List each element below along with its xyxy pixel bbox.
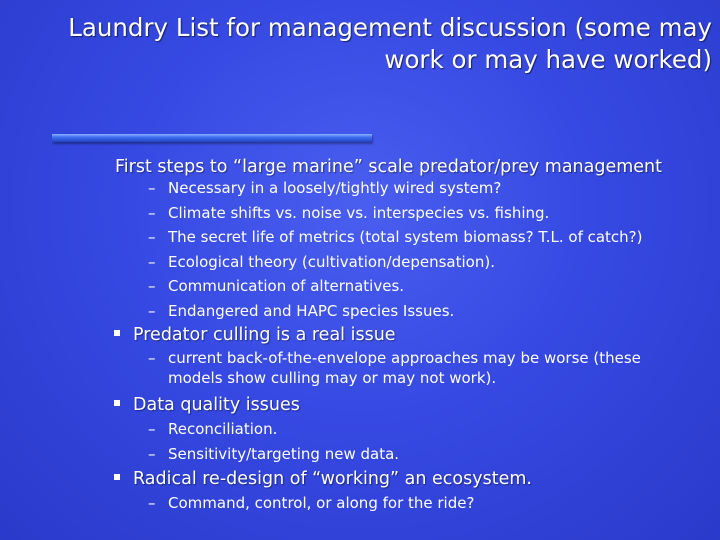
dash-marker: – <box>148 252 156 271</box>
section-heading: First steps to “large marine” scale predator/prey management <box>115 157 663 177</box>
dash-marker: – <box>148 277 156 295</box>
list-item: – Climate shifts vs. noise vs. interspecies vs. fishing. <box>148 201 643 226</box>
slide-title <box>52 12 712 76</box>
bullet-radical-redesign: Radical re-design of “working” an ecosystem. <box>114 467 532 491</box>
predator-culling-sublist <box>148 346 641 390</box>
list-item: – Necessary in a loosely/tightly wired system? <box>148 176 643 201</box>
list-item: – The secret life of metrics (total system biomass? T.L. of catch?) <box>148 225 643 250</box>
dash-marker: – <box>148 444 156 463</box>
dash-marker: – <box>148 494 156 512</box>
square-bullet-icon <box>114 400 120 406</box>
slide-title-line-1: Laundry List for management discussion (some may <box>68 13 712 42</box>
list-item: – Reconciliation. <box>148 417 399 442</box>
data-quality-sublist <box>148 417 399 466</box>
list-item: – Ecological theory (cultivation/depensation). <box>148 250 643 275</box>
list-item: – current back-of-the-envelope approaches may be worse (these <box>148 346 641 371</box>
square-bullet-icon <box>114 330 120 336</box>
heading-sublist <box>148 176 643 323</box>
list-item: – Communication of alternatives. <box>148 274 643 299</box>
list-item: – Endangered and HAPC species Issues. <box>148 299 643 324</box>
list-item: – Command, control, or along for the ride? <box>148 491 474 516</box>
dash-marker: – <box>148 349 156 367</box>
bullet-data-quality: Data quality issues <box>114 393 300 417</box>
square-bullet-icon <box>114 474 120 480</box>
list-item-continuation: models show culling may or may not work). <box>168 368 497 387</box>
list-item: – Sensitivity/targeting new data. <box>148 442 399 467</box>
title-underline-bar <box>52 134 372 142</box>
dash-marker: – <box>148 420 156 438</box>
dash-marker: – <box>148 301 156 320</box>
dash-marker: – <box>148 228 156 246</box>
slide-title-line-2: work or may have worked) <box>384 45 712 74</box>
bullet-predator-culling: Predator culling is a real issue <box>114 323 396 347</box>
dash-marker: – <box>148 179 156 197</box>
radical-redesign-sublist <box>148 491 474 516</box>
dash-marker: – <box>148 203 156 222</box>
